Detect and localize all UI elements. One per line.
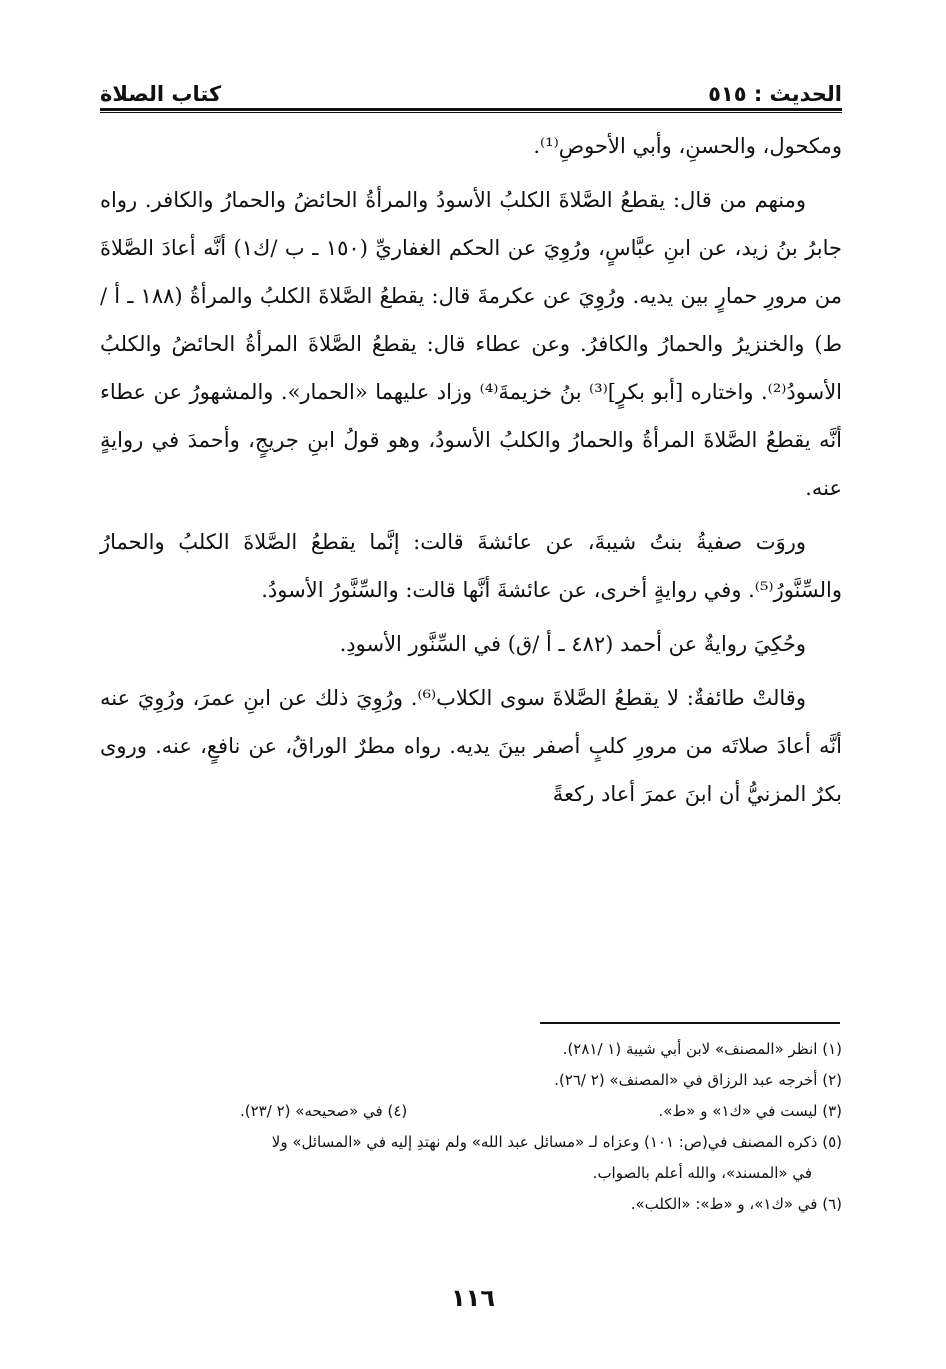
footnote-3: (٣) ليست في «ك١» و «ط».	[658, 1102, 842, 1120]
paragraph-5: وقالتْ طائفةٌ: لا يقطعُ الصَّلاةَ سوى الكلاب⁽⁶⁾. ورُوِيَ ذلك عن ابنِ عمرَ، ورُوِيَ عنه أنَّه أعادَ صلاتَه من مرورِ كلبٍ أصفر بينَ يديه. رواه مطرٌ الوراقُ، عن نافعٍ، عنه. وروى بكرٌ المزنيُّ أن ابنَ عمرَ أعاد ركعةً	[100, 686, 842, 806]
header-rule	[100, 108, 842, 111]
footnote-5: (٥) ذكره المصنف في(ص: ١٠١) وعزاه لـ «مسائل عبد الله» ولم نهتدِ إليه في «المسائل» ولا	[271, 1133, 842, 1151]
footnote-1: (١) انظر «المصنف» لابن أبي شيبة (١ /٢٨١).	[562, 1040, 842, 1058]
footnote-6: (٦) في «ك١»، و «ط»: «الكلب».	[630, 1195, 842, 1213]
book-title: كتاب الصلاة	[100, 82, 222, 106]
hadith-number: الحديث : ٥١٥	[708, 82, 842, 106]
footnote-2: (٢) أخرجه عبد الرزاق في «المصنف» (٢ /٢٦).	[554, 1071, 842, 1089]
paragraph-3: وروَت صفيةُ بنتُ شيبةَ، عن عائشةَ قالت: إنَّما يقطعُ الصَّلاةَ الكلبُ والحمارُ والسِّنَّورُ⁽⁵⁾. وفي روايةٍ أخرى، عن عائشةَ أنَّها قالت: والسِّنَّورُ الأسودُ.	[100, 530, 842, 602]
paragraph-4: وحُكِيَ روايةٌ عن أحمد (٤٨٢ ـ أ /ق) في السِّنَّور الأسودِ.	[339, 632, 806, 656]
paragraph-1: ومكحول، والحسنِ، وأبي الأحوصِ⁽¹⁾.	[533, 134, 842, 158]
main-text	[100, 122, 842, 824]
running-header	[100, 74, 842, 106]
footnotes	[100, 1034, 842, 1220]
footnote-4: (٤) في «صحيحه» (٢ /٢٣).	[240, 1102, 408, 1120]
paragraph-2: ومنهم من قال: يقطعُ الصَّلاةَ الكلبُ الأسودُ والمرأةُ الحائضُ والحمارُ والكافر. رواه جابرُ بنُ زيد، عن ابنِ عبَّاسٍ، ورُوِيَ عن الحكم الغفاريِّ (١٥٠ ـ ب /ك١) أنَّه أعادَ الصَّلاةَ من مرورِ حمارٍ بين يديه. ورُوِيَ عن عكرمةَ قال: يقطعُ الصَّلاةَ الكلبُ والمرأةُ (١٨٨ ـ أ /ط) والخنزيرُ والحمارُ والكافرُ. وعن عطاء قال: يقطعُ الصَّلاةَ المرأةُ الحائضُ والكلبُ الأسودُ⁽²⁾. واختاره [أبو بكرٍ]⁽³⁾ بنُ خزيمةَ⁽⁴⁾ وزاد عليهما «الحمار». والمشهورُ عن عطاء أنَّه يقطعُ الصَّلاةَ المرأةُ والحمارُ والكلبُ الأسودُ، وهو قولُ ابنِ جريجٍ، وأحمدَ في روايةٍ عنه.	[100, 188, 843, 500]
footnote-5-continuation: في «المسند»، والله أعلم بالصواب.	[592, 1164, 812, 1182]
header-rule-thin	[100, 112, 842, 113]
footnote-row-3-4	[100, 1096, 842, 1127]
page-number: ١١٦	[451, 1284, 495, 1312]
footnote-separator	[540, 1022, 840, 1024]
